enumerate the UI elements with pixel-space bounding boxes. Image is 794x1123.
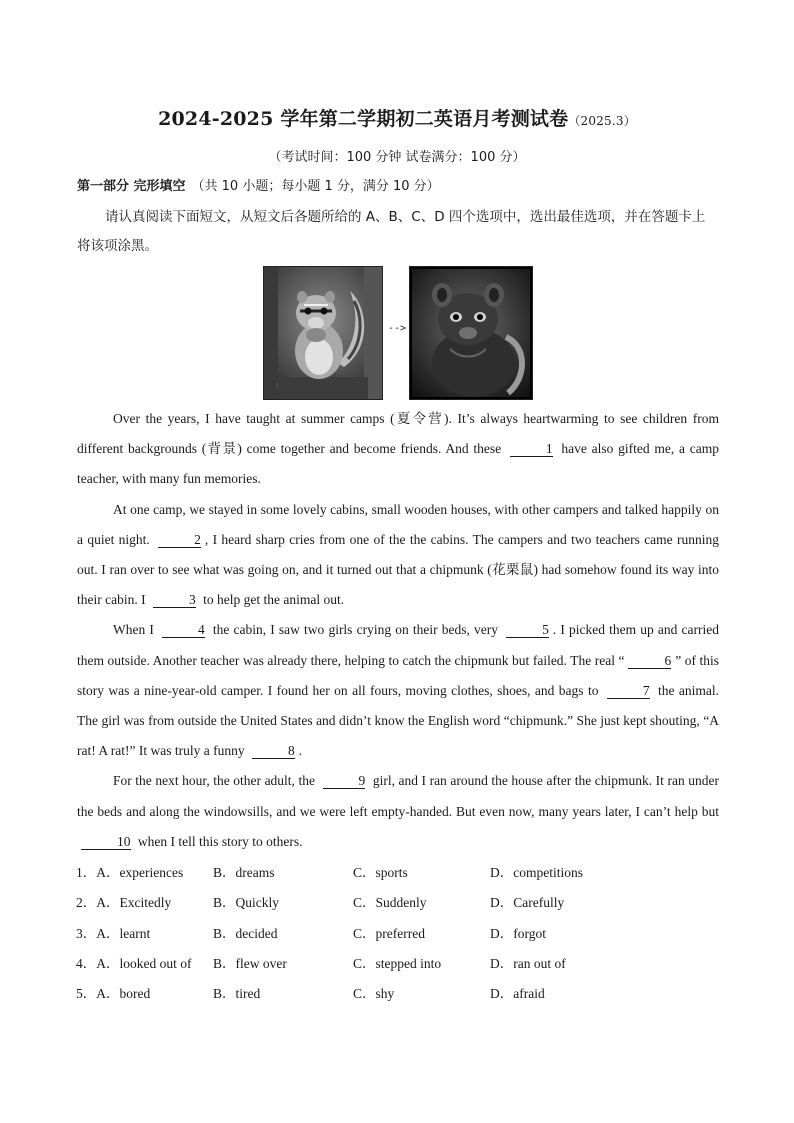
- blank-6: 6: [628, 653, 671, 669]
- question-row: [76, 858, 716, 888]
- passage-text: have also gifted me, a camp teacher, with many fun memories.: [77, 441, 719, 487]
- passage-text: ” of this story was a nine-year-old camper. I found her on all fours, moving clothes, shoes, and bags to: [77, 652, 719, 698]
- passage-text: At one camp, we stayed in some lovely cabins, small wooden houses, with other campers and talked happily on a quiet night.: [77, 501, 719, 547]
- option-b: B．tired: [213, 986, 261, 1002]
- exam-title-main: 2024-2025 学年第二学期初二英语月考测试卷: [158, 108, 569, 130]
- question-row: [76, 919, 716, 949]
- passage-text: .: [298, 743, 303, 759]
- option-a: 5．A．bored: [76, 986, 151, 1002]
- option-c: C．stepped into: [353, 955, 442, 971]
- option-d: D．Carefully: [490, 895, 565, 911]
- passage-text: the animal. The girl was from outside the United States and didn’t know the English word “chipmunk.” She just kept shouting, “A rat! A rat!” It was truly a funny: [77, 682, 719, 759]
- option-d: D．forgot: [490, 925, 546, 941]
- option-b: B．Quickly: [213, 895, 279, 911]
- exam-date: （2025.3）: [568, 114, 636, 128]
- blank-10: 10: [81, 834, 131, 850]
- answer-options: [76, 858, 716, 1009]
- passage-text: , I heard sharp cries from one of the the cabins. The campers and two teachers came running out. I ran over to see what was going on, and it turned out that a chipmunk (花栗鼠) had somehow found its way into their cabin. I: [77, 531, 719, 608]
- blank-3: 3: [153, 592, 196, 608]
- option-c: C．shy: [353, 986, 395, 1002]
- blank-4: 4: [162, 622, 205, 638]
- option-c: C．sports: [353, 865, 408, 880]
- option-a: 4．A．looked out of: [76, 955, 192, 971]
- paragraph-2: [77, 495, 719, 616]
- option-d: D．ran out of: [490, 955, 566, 971]
- option-c: C．Suddenly: [353, 895, 427, 911]
- passage-text: to help get the animal out.: [199, 592, 345, 608]
- passage-text: girl, and I ran around the house after the chipmunk. It ran under the beds and along the windowsills, and we were left empty-handed. But even now, many years later, I can’t help but: [77, 773, 719, 819]
- option-b: B．decided: [213, 925, 278, 941]
- section-name: 第一部分 完形填空: [77, 179, 186, 194]
- rat-like-creature-photo: [409, 266, 533, 400]
- cloze-passage: [77, 404, 719, 857]
- blank-8: 8: [252, 743, 295, 759]
- passage-text: when I tell this story to others.: [134, 833, 303, 849]
- blank-1: 1: [510, 441, 553, 457]
- section-heading: [77, 175, 440, 194]
- question-row: [76, 888, 716, 918]
- option-b: B．dreams: [213, 865, 275, 880]
- blank-5: 5: [506, 622, 549, 638]
- paragraph-1: [77, 404, 719, 495]
- question-row: [76, 949, 716, 979]
- illustration: [263, 266, 533, 398]
- exam-title: [0, 104, 794, 131]
- option-b: B．flew over: [213, 955, 287, 971]
- blank-2: 2: [158, 532, 201, 548]
- option-d: D．afraid: [490, 986, 545, 1002]
- chipmunk-photo: [263, 266, 383, 400]
- option-d: D．competitions: [490, 865, 583, 880]
- option-c: C．preferred: [353, 925, 425, 941]
- blank-7: 7: [607, 683, 650, 699]
- blank-9: 9: [323, 773, 366, 789]
- passage-text: Over the years, I have taught at summer camps (夏令营). It’s always heartwarming to see children from different backgrounds (背景) come together and become friends. And these: [77, 411, 719, 457]
- section-detail: （共 10 小题；每小题 1 分，满分 10 分）: [191, 179, 440, 194]
- instruction-text: 请认真阅读下面短文，从短文后各题所给的 A、B、C、D 四个选项中，选出最佳选项，并在答题卡上将该项涂黑。: [77, 209, 706, 254]
- transform-arrow: -->: [387, 323, 407, 334]
- exam-meta: （考试时间：100 分钟 试卷满分：100 分）: [268, 150, 526, 165]
- passage-text: . I picked them up and carried them outside. Another teacher was already there, helping to catch the chipmunk but failed. The real “: [77, 622, 719, 668]
- option-a: 3．A．learnt: [76, 925, 151, 941]
- passage-text: For the next hour, the other adult, the: [113, 773, 319, 789]
- paragraph-4: [77, 766, 719, 857]
- paragraph-3: [77, 615, 719, 766]
- option-a: 2．A．Excitedly: [76, 895, 172, 911]
- option-a: 1．A．experiences: [76, 865, 184, 880]
- passage-text: When I: [113, 622, 159, 638]
- passage-text: the cabin, I saw two girls crying on their beds, very: [208, 622, 503, 638]
- question-row: [76, 979, 716, 1009]
